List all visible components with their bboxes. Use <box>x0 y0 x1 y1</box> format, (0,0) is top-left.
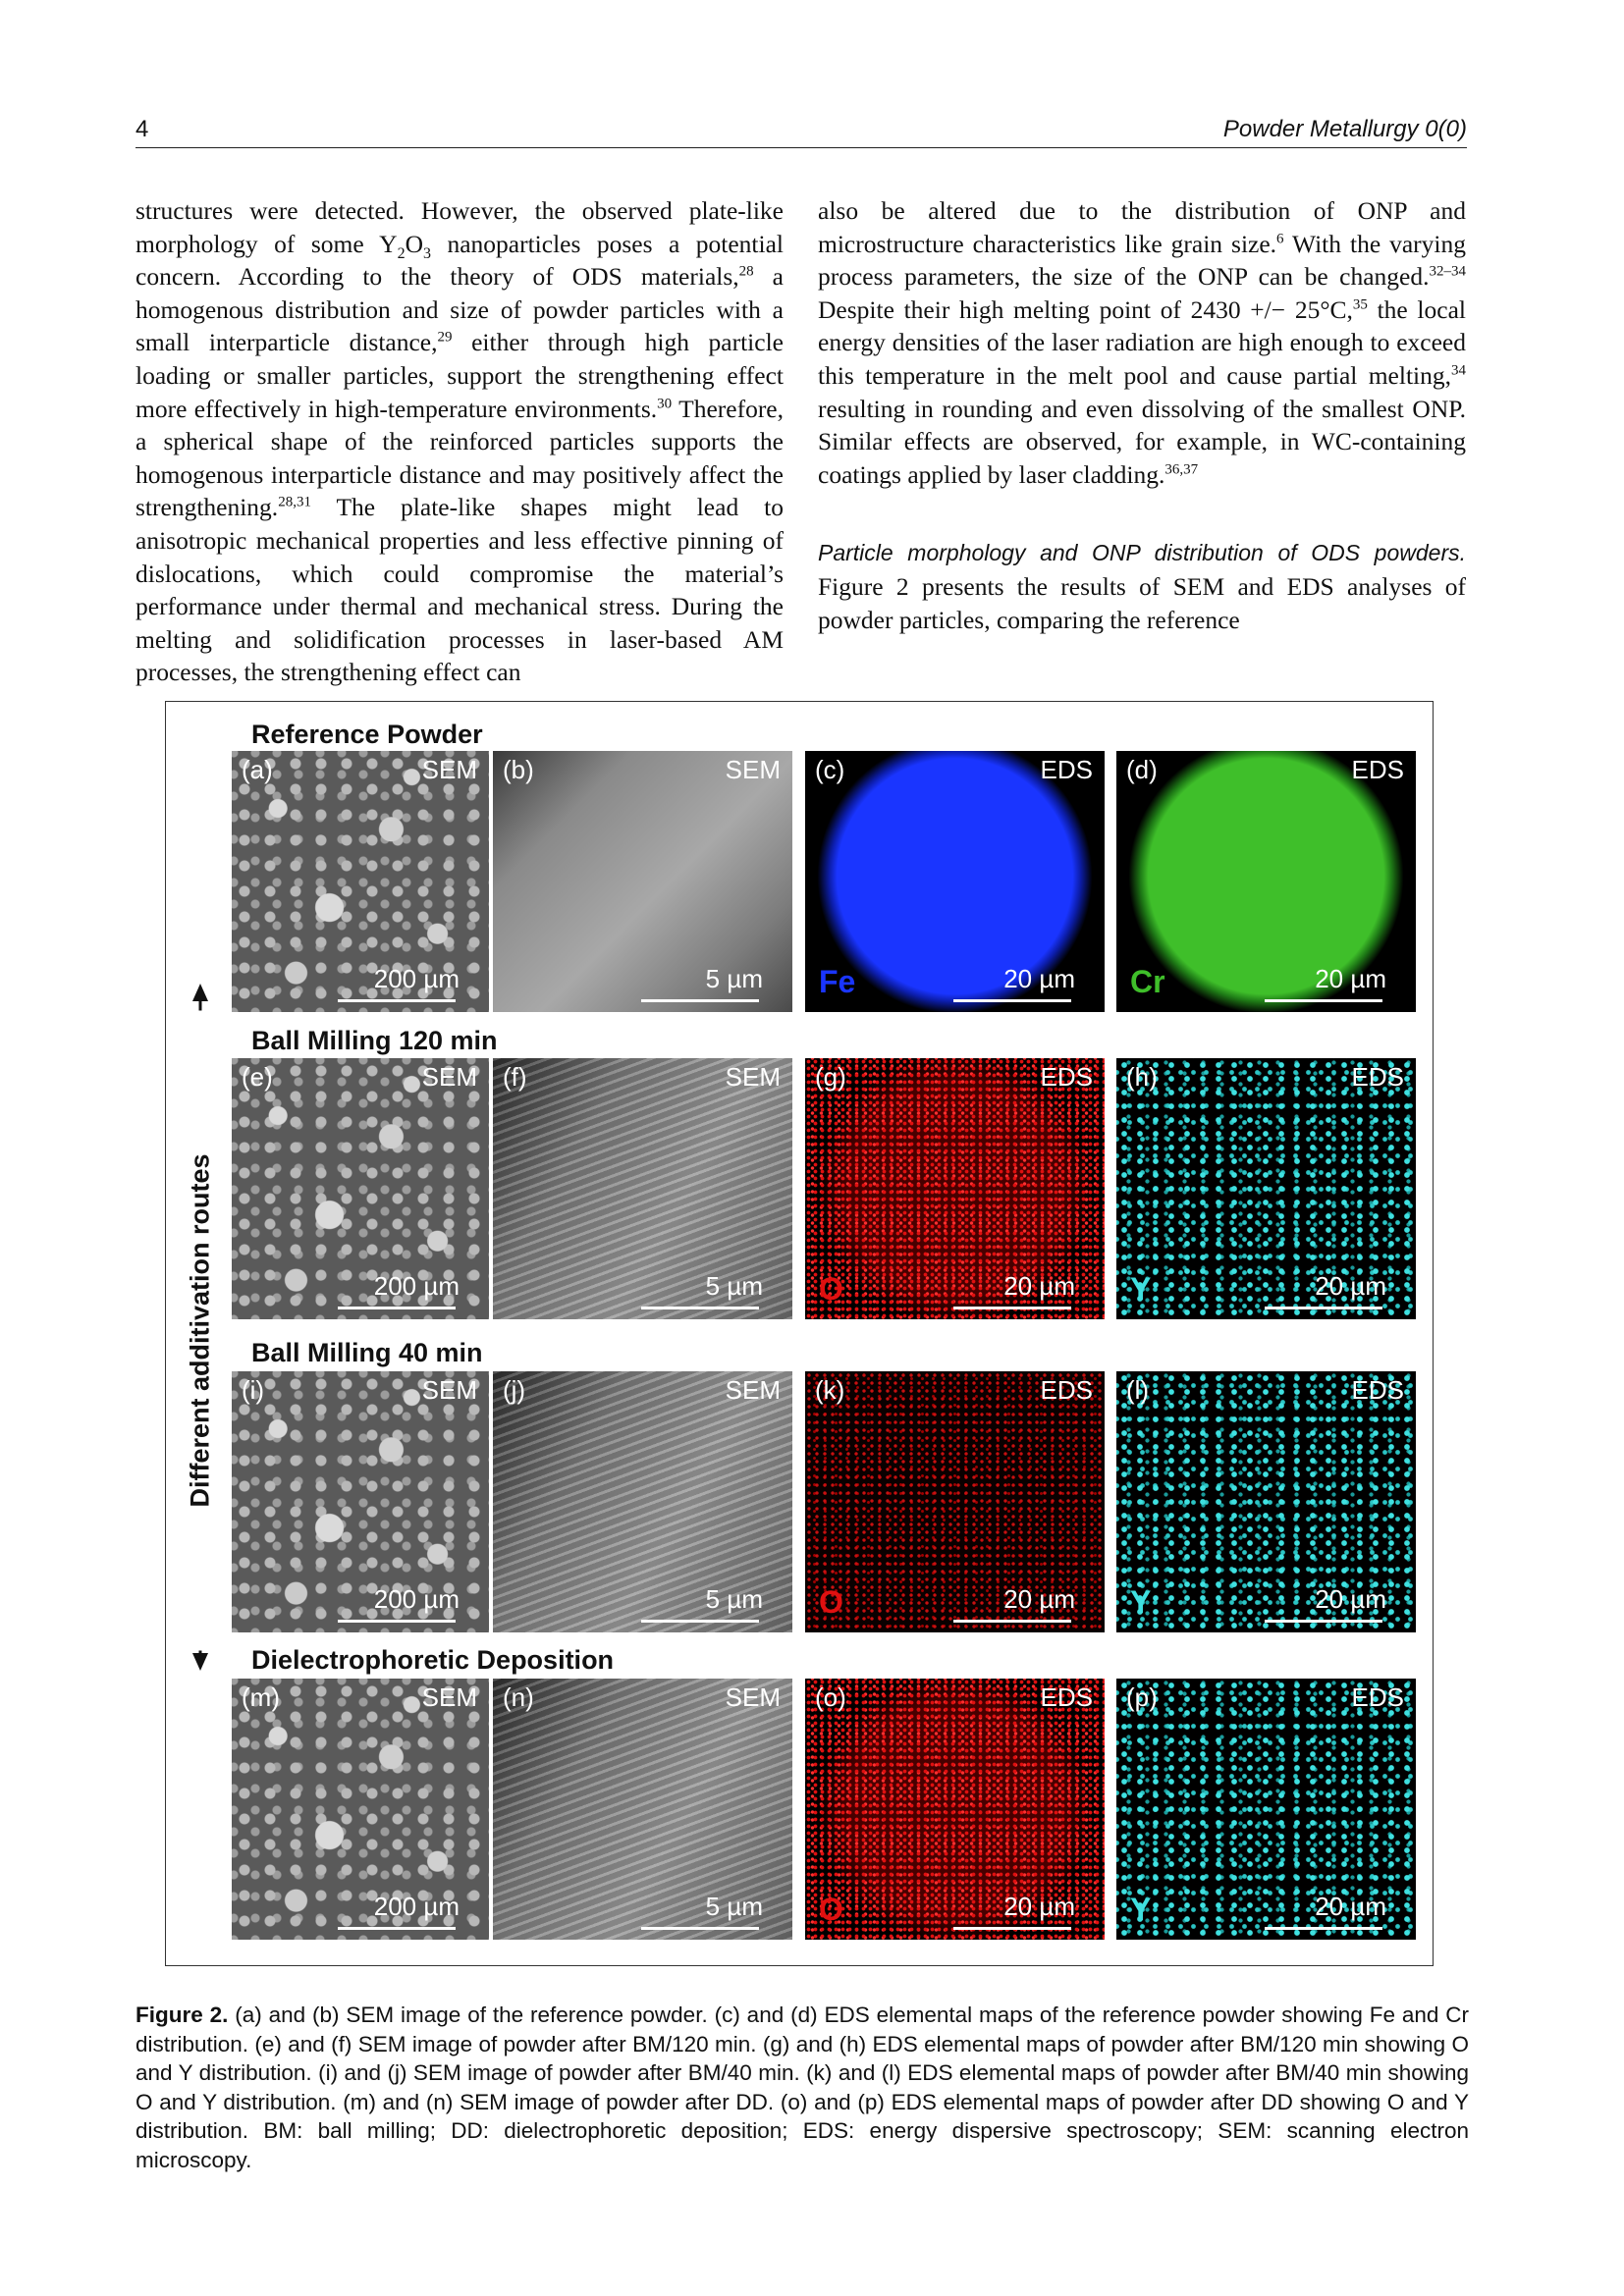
row-title: Reference Powder <box>251 720 483 749</box>
imaging-mode: SEM <box>725 1062 781 1092</box>
eds-map-panel <box>805 1371 1105 1632</box>
panel-label: (n) <box>503 1682 534 1712</box>
eds-map-panel <box>1116 1058 1416 1319</box>
row-title: Dielectrophoretic Deposition <box>251 1645 615 1675</box>
scale-bar-label: 20 µm <box>1003 964 1075 993</box>
right-column <box>818 194 1466 636</box>
citation[interactable]: 36,37 <box>1164 461 1199 478</box>
element-symbol: O <box>819 1892 843 1927</box>
citation[interactable]: 28,31 <box>278 494 311 510</box>
panel-label: (k) <box>815 1375 845 1405</box>
imaging-mode: SEM <box>725 1375 781 1405</box>
scale-bar-label: 200 µm <box>373 964 460 993</box>
left-column <box>135 194 784 689</box>
panel-label: (a) <box>242 755 273 784</box>
sem-image-panel <box>493 751 792 1012</box>
scale-bar <box>953 1620 1071 1623</box>
panel-label: (h) <box>1126 1062 1158 1092</box>
panel-label: (o) <box>815 1682 846 1712</box>
imaging-mode: SEM <box>725 1682 781 1712</box>
eds-map-panel <box>1116 1679 1416 1940</box>
journal-title: Powder Metallurgy 0(0) <box>1222 116 1467 142</box>
scale-bar <box>338 999 456 1002</box>
page-number: 4 <box>135 116 149 142</box>
element-symbol: Fe <box>819 964 856 999</box>
imaging-mode: EDS <box>1351 1062 1404 1092</box>
sem-image-panel <box>232 751 489 1012</box>
scale-bar <box>953 999 1071 1002</box>
panel-label: (b) <box>503 755 534 784</box>
citation[interactable]: 35 <box>1352 296 1368 313</box>
element-symbol: Y <box>1130 1271 1152 1307</box>
scale-bar <box>1265 999 1382 1002</box>
citation[interactable]: 29 <box>437 329 453 346</box>
scale-bar-label: 5 µm <box>705 1892 763 1921</box>
scale-bar <box>953 1307 1071 1309</box>
panel-label: (f) <box>503 1062 527 1092</box>
imaging-mode: SEM <box>421 1062 477 1092</box>
scale-bar <box>641 999 759 1002</box>
imaging-mode: SEM <box>421 1682 477 1712</box>
imaging-mode: EDS <box>1040 1375 1093 1405</box>
panel-label: (g) <box>815 1062 846 1092</box>
panel-label: (j) <box>503 1375 526 1405</box>
imaging-mode: EDS <box>1040 1062 1093 1092</box>
row-title: Ball Milling 120 min <box>251 1026 498 1055</box>
scale-bar-label: 20 µm <box>1315 1271 1386 1301</box>
citation[interactable]: 28 <box>738 263 754 280</box>
scale-bar-label: 200 µm <box>373 1892 460 1921</box>
scale-bar <box>641 1927 759 1930</box>
scale-bar-label: 200 µm <box>373 1584 460 1614</box>
panel-label: (p) <box>1126 1682 1158 1712</box>
imaging-mode: SEM <box>421 1375 477 1405</box>
scale-bar-label: 5 µm <box>705 1271 763 1301</box>
panel-label: (c) <box>815 755 845 784</box>
eds-map-panel <box>1116 751 1416 1012</box>
scale-bar-label: 5 µm <box>705 964 763 993</box>
sem-image-panel <box>493 1371 792 1632</box>
scale-bar-label: 20 µm <box>1003 1584 1075 1614</box>
imaging-mode: EDS <box>1351 1375 1404 1405</box>
scale-bar <box>641 1620 759 1623</box>
sem-image-panel <box>493 1679 792 1940</box>
paragraph-heading: Particle morphology and ONP distribution of ODS powders. <box>818 540 1466 566</box>
element-symbol: Cr <box>1130 964 1165 999</box>
caption-label: Figure 2. <box>135 2002 229 2027</box>
sem-image-panel <box>232 1371 489 1632</box>
imaging-mode: EDS <box>1040 1682 1093 1712</box>
running-header <box>135 110 1467 148</box>
panel-label: (i) <box>242 1375 265 1405</box>
caption-text: (a) and (b) SEM image of the reference powder. (c) and (d) EDS elemental maps of the reference powder showing Fe and Cr distribution. (e) and (f) SEM image of powder after BM/120 min. (g) and (h) EDS elemental maps of powder after BM/120 min showing O and Y distribution. (i) and (j) SEM image of powder after BM/40 min. (k) and (l) EDS elemental maps of powder after BM/40 min showing O and Y distribution. (m) and (n) SEM image of powder after DD. (o) and (p) EDS elemental maps of powder after DD showing O and Y distribution. BM: ball milling; DD: dielectrophoretic deposition; EDS: energy dispersive spectroscopy; SEM: scanning electron microscopy. <box>135 2002 1469 2172</box>
citation[interactable]: 32–34 <box>1429 263 1466 280</box>
panel-label: (l) <box>1126 1375 1150 1405</box>
citation[interactable]: 30 <box>657 396 673 412</box>
scale-bar-label: 20 µm <box>1315 1892 1386 1921</box>
eds-map-panel <box>805 751 1105 1012</box>
sem-image-panel <box>232 1679 489 1940</box>
scale-bar <box>338 1620 456 1623</box>
scale-bar-label: 20 µm <box>1315 1584 1386 1614</box>
eds-map-panel <box>805 1679 1105 1940</box>
scale-bar-label: 20 µm <box>1315 964 1386 993</box>
route-indicator <box>185 984 215 1671</box>
imaging-mode: SEM <box>725 755 781 784</box>
panel-label: (d) <box>1126 755 1158 784</box>
section-paragraph: Particle morphology and ONP distribution of ODS powders. Figure 2 presents the results of SEM and EDS analyses of powder particles, comparing the reference <box>818 540 1466 634</box>
imaging-mode: EDS <box>1040 755 1093 784</box>
element-symbol: Y <box>1130 1892 1152 1927</box>
element-symbol: O <box>819 1584 843 1620</box>
route-label: Different additivation routes <box>186 1011 216 1651</box>
sem-image-panel <box>493 1058 792 1319</box>
scale-bar <box>1265 1620 1382 1623</box>
scale-bar <box>338 1307 456 1309</box>
scale-bar-label: 5 µm <box>705 1584 763 1614</box>
eds-map-panel <box>1116 1371 1416 1632</box>
scale-bar <box>1265 1927 1382 1930</box>
eds-map-panel <box>805 1058 1105 1319</box>
panel-label: (e) <box>242 1062 273 1092</box>
scale-bar <box>953 1927 1071 1930</box>
scale-bar-label: 20 µm <box>1003 1892 1075 1921</box>
scale-bar <box>641 1307 759 1309</box>
right-paragraph: also be altered due to the distribution of ONP and microstructure characteristics like grain size.$^6$ With the varying process parameters, the size of the ONP can be changed.$^{32-34}$ Despite their high melting point of 2430 +/− 25°C,$^{35}$ the local energy densities of the laser radiation are high enough to exceed this temperature in the melt pool and cause partial melting,$^{34}$ resulting in rounding and even dissolving of the smallest ONP. Similar effects are observed, for example, in WC-containing coatings applied by laser cladding.$^{36,37}$ <box>818 196 1466 489</box>
scale-bar-label: 200 µm <box>373 1271 460 1301</box>
sem-image-panel <box>232 1058 489 1319</box>
scale-bar <box>338 1927 456 1930</box>
imaging-mode: EDS <box>1351 1682 1404 1712</box>
left-paragraph: structures were detected. However, the observed plate-like morphology of some $Y_2O_3$ nanoparticles poses a potential concern. According to the theory of ODS materials,$^{28}$ a homogenous distribution and size of powder particles with a small interparticle distance,$^{29}$ either through high particle loading or smaller particles, support the strengthening effect more effectively in high-temperature environments.$^{30}$ Therefore, a spherical shape of the reinforced particles supports the homogenous interparticle distance and may positively affect the strengthening.$^{28,31}$ The plate-like shapes might lead to anisotropic mechanical properties and less effective pinning of dislocations, which could compromise the material’s performance under thermal and mechanical stress. During the melting and solidification processes in laser-based AM processes, the strengthening effect can <box>135 196 784 687</box>
scale-bar <box>1265 1307 1382 1309</box>
element-symbol: Y <box>1130 1584 1152 1620</box>
panel-label: (m) <box>242 1682 280 1712</box>
citation[interactable]: 34 <box>1451 362 1466 379</box>
element-symbol: O <box>819 1271 843 1307</box>
row-title: Ball Milling 40 min <box>251 1338 483 1367</box>
citation[interactable]: 6 <box>1276 231 1284 247</box>
figure-caption <box>135 2001 1469 2174</box>
imaging-mode: SEM <box>421 755 477 784</box>
scale-bar-label: 20 µm <box>1003 1271 1075 1301</box>
imaging-mode: EDS <box>1351 755 1404 784</box>
